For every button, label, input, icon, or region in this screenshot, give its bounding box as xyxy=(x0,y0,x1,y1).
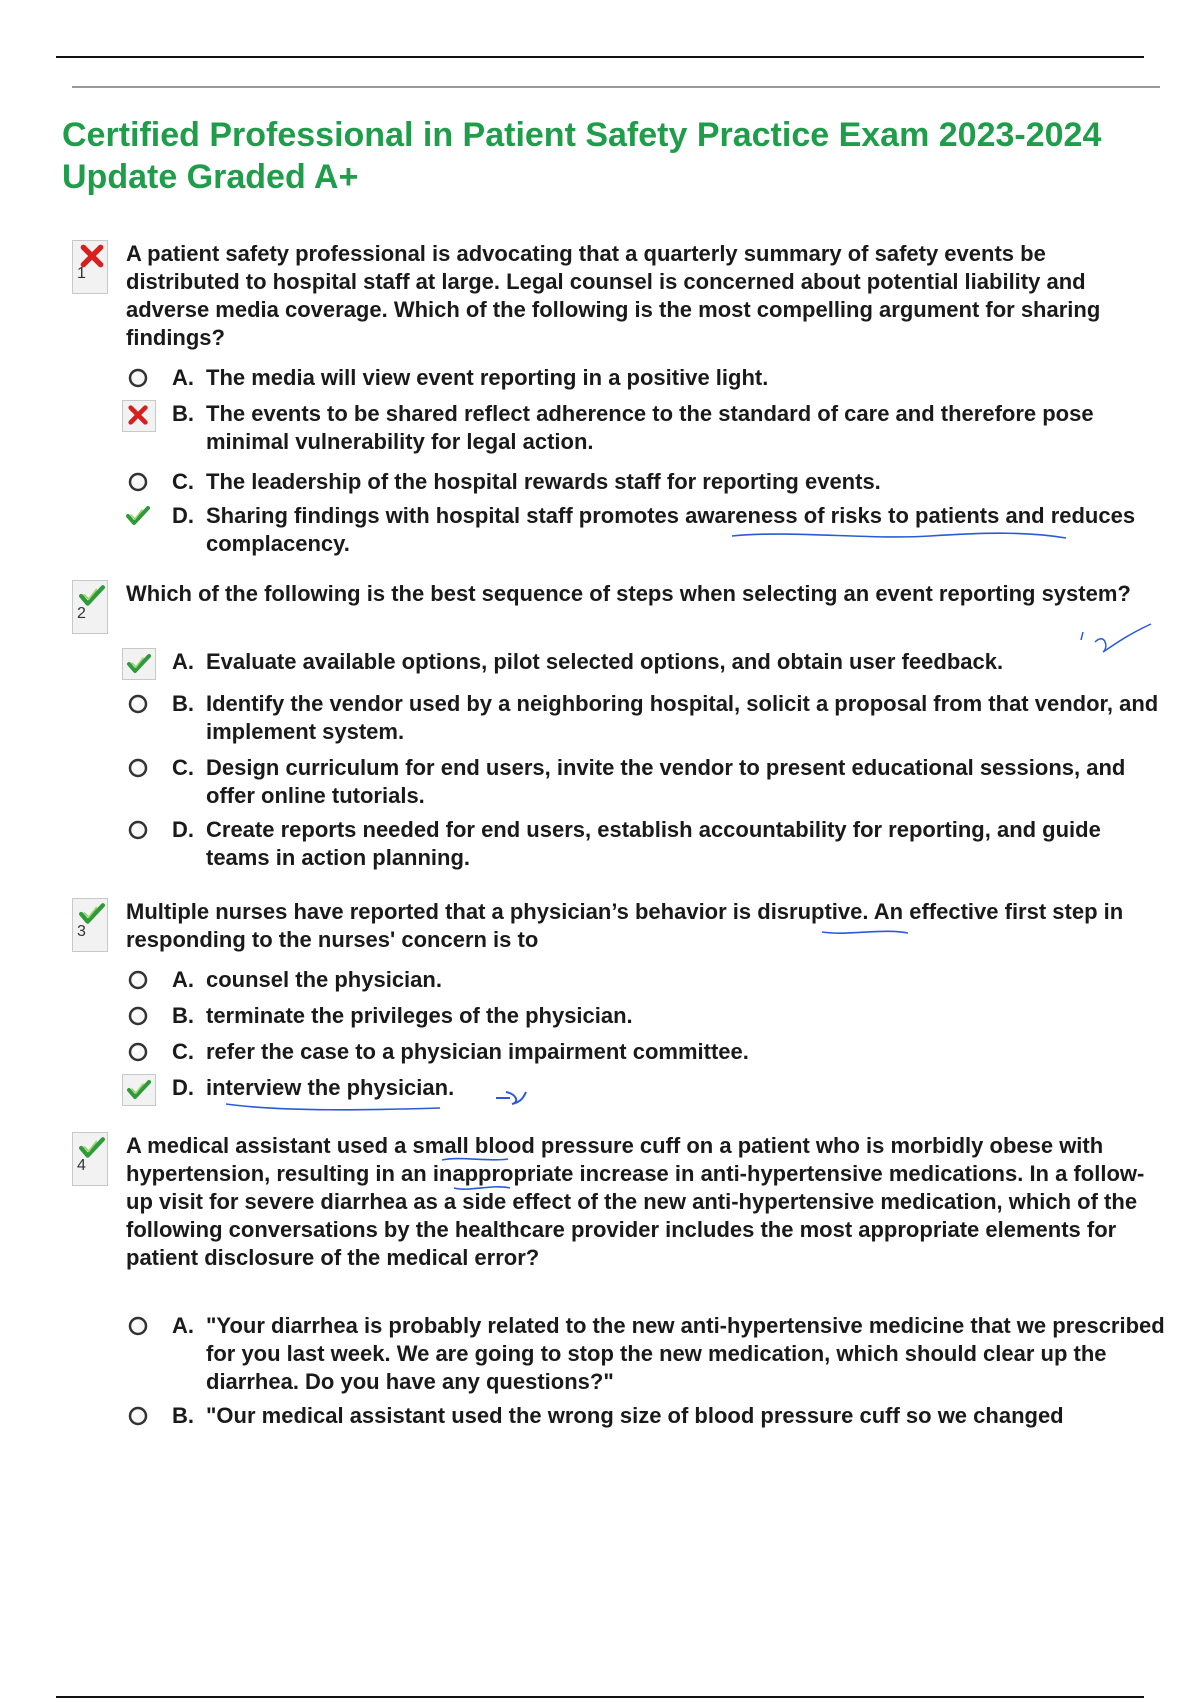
radio-button-icon[interactable] xyxy=(126,1040,150,1064)
radio-button-icon[interactable] xyxy=(126,366,150,390)
option-text: terminate the privileges of the physician. xyxy=(206,1003,633,1028)
radio-button-icon[interactable] xyxy=(126,692,150,716)
option-letter: B. xyxy=(172,401,194,426)
option-letter: B. xyxy=(172,1003,194,1028)
document-title: Certified Professional in Patient Safety Practice Exam 2023-2024 Update Graded A+ xyxy=(62,116,1102,196)
option-letter: B. xyxy=(172,691,194,716)
question-2-stem: Which of the following is the best sequence of steps when selecting an event reporting system? xyxy=(126,581,1131,606)
option-text: refer the case to a physician impairment committee. xyxy=(206,1039,749,1064)
option-letter: C. xyxy=(172,755,194,780)
option-letter: D. xyxy=(172,1075,194,1100)
radio-button-icon[interactable] xyxy=(126,1004,150,1028)
ink-underline-small xyxy=(440,1154,510,1166)
question-4-status-badge xyxy=(72,1132,108,1186)
option-text: Sharing findings with hospital staff promotes awareness of risks to patients and reduces complacency. xyxy=(206,503,1136,556)
option-text: counsel the physician. xyxy=(206,967,442,992)
radio-button-icon[interactable] xyxy=(126,470,150,494)
ink-underline-awareness xyxy=(730,528,1070,544)
question-3-number: 3 xyxy=(77,923,86,940)
option-letter: A. xyxy=(172,649,194,674)
top-rule xyxy=(56,56,1144,58)
question-1-number: 1 xyxy=(77,265,86,282)
option-text: Create reports needed for end users, establish accountability for reporting, and guide teams in action planning. xyxy=(206,817,1101,870)
ink-mark-q3 xyxy=(494,1088,528,1108)
option-text: The leadership of the hospital rewards staff for reporting events. xyxy=(206,469,881,494)
question-3-status-badge xyxy=(72,898,108,952)
radio-button-icon[interactable] xyxy=(126,968,150,992)
option-letter: A. xyxy=(172,365,194,390)
option-text: Evaluate available options, pilot selected options, and obtain user feedback. xyxy=(206,649,1004,674)
green-checkmark-icon xyxy=(127,1078,151,1102)
option-text: "Your diarrhea is probably related to the new anti-hypertensive medicine that we prescribed for you last week. We are going to stop the new medication, which should clear up the diarrhea. Do you have any questions?" xyxy=(206,1313,1165,1394)
green-checkmark-icon xyxy=(127,652,151,676)
option-text: Identify the vendor used by a neighboring hospital, solicit a proposal from that vendor, and implement system. xyxy=(206,691,1159,744)
green-checkmark-icon xyxy=(126,504,150,528)
question-3-stem: Multiple nurses have reported that a physician’s behavior is disruptive. An effective first step in responding to the nurses' concern is to xyxy=(126,899,1124,952)
ink-underline-interview xyxy=(224,1100,444,1114)
red-x-icon xyxy=(127,404,149,426)
radio-button-icon[interactable] xyxy=(126,1404,150,1428)
option-text: The events to be shared reflect adherence to the standard of care and therefore pose minimal vulnerability for legal action. xyxy=(206,401,1094,454)
ink-underline-disruptive xyxy=(820,926,910,938)
selected-answer-box[interactable] xyxy=(122,648,156,680)
question-4-stem: A medical assistant used a small blood pressure cuff on a patient who is morbidly obese with hypertension, resulting in an inappropriate increase in anti-hypertensive medications. In a follow-up visit for severe diarrhea as a side effect of the new anti-hypertensive medication, which of the following conversations by the healthcare provider includes the most appropriate elements for patient disclosure of the medical error? xyxy=(126,1133,1145,1270)
header-rule xyxy=(72,86,1160,88)
question-4-number: 4 xyxy=(77,1157,86,1174)
radio-button-icon[interactable] xyxy=(126,818,150,842)
option-text: The media will view event reporting in a positive light. xyxy=(206,365,769,390)
selected-answer-box[interactable] xyxy=(122,1074,156,1106)
option-letter: A. xyxy=(172,1313,194,1338)
question-2-number: 2 xyxy=(77,605,86,622)
option-letter: D. xyxy=(172,503,194,528)
option-letter: C. xyxy=(172,469,194,494)
option-letter: A. xyxy=(172,967,194,992)
radio-button-icon[interactable] xyxy=(126,1314,150,1338)
option-letter: C. xyxy=(172,1039,194,1064)
option-text: Design curriculum for end users, invite the vendor to present educational sessions, and offer online tutorials. xyxy=(206,755,1126,808)
radio-button-icon[interactable] xyxy=(126,756,150,780)
option-letter: B. xyxy=(172,1403,194,1428)
selected-answer-box[interactable] xyxy=(122,400,156,432)
question-2-status-badge xyxy=(72,580,108,634)
question-1-stem: A patient safety professional is advocating that a quarterly summary of safety events be distributed to hospital staff at large. Legal counsel is concerned about potential liability and adverse media coverage. Which of the following is the most compelling argument for sharing findings? xyxy=(126,241,1101,350)
bottom-rule xyxy=(56,1696,1144,1698)
option-text: "Our medical assistant used the wrong size of blood pressure cuff so we changed xyxy=(206,1403,1064,1428)
question-1-status-badge xyxy=(72,240,108,294)
ink-annotation-q2 xyxy=(1075,618,1155,658)
option-letter: D. xyxy=(172,817,194,842)
option-text: interview the physician. xyxy=(206,1075,455,1100)
ink-underline-in-an xyxy=(452,1182,512,1194)
